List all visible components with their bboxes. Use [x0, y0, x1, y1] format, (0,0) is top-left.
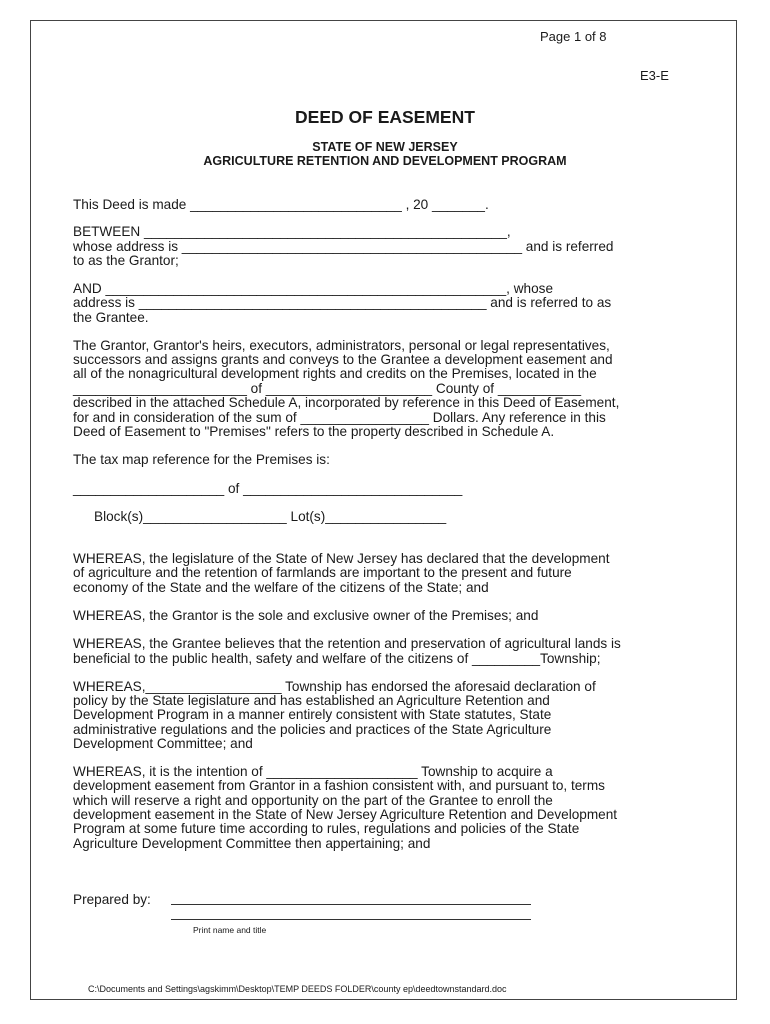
whereas-4-line-2: policy by the State legislature and has established an Agriculture Retention and: [73, 693, 550, 708]
document-title: DEED OF EASEMENT: [295, 107, 475, 127]
grant-line-1: The Grantor, Grantor's heirs, executors, administrators, personal or legal representatives,: [73, 338, 610, 353]
grant-line-2: successors and assigns grants and conveys to the Grantee a development easement and: [73, 352, 613, 367]
tax-map-heading: The tax map reference for the Premises is:: [73, 452, 330, 467]
whereas-1-line-3: economy of the State and the welfare of the citizens of the State; and: [73, 580, 489, 595]
grantor-line-3: to as the Grantor;: [73, 253, 179, 268]
whereas-5-line-5: Program at some future time according to rules, regulations and policies of the State: [73, 821, 580, 836]
print-name-caption: Print name and title: [193, 925, 267, 935]
whereas-2: WHEREAS, the Grantor is the sole and exclusive owner of the Premises; and: [73, 608, 539, 623]
whereas-4-line-1: WHEREAS,__________________ Township has endorsed the aforesaid declaration of: [73, 679, 596, 694]
prepared-by-label: Prepared by:: [73, 892, 151, 907]
grant-line-6: for and in consideration of the sum of _________________ Dollars. Any reference in this: [73, 410, 606, 425]
whereas-4-line-5: Development Committee; and: [73, 736, 253, 751]
page-number: Page 1 of 8: [540, 29, 607, 44]
whereas-5-line-4: development easement in the State of New Jersey Agriculture Retention and Development: [73, 807, 618, 822]
whereas-5-line-6: Agriculture Development Committee then appertaining; and: [73, 836, 431, 851]
grant-line-7: Deed of Easement to "Premises" refers to the property described in Schedule A.: [73, 424, 555, 439]
form-id: E3-E: [640, 68, 669, 83]
prepared-by-line-1: [171, 904, 531, 905]
tax-map-line: ____________________ of _____________________________: [73, 481, 463, 496]
block-lot-line: Block(s)___________________ Lot(s)________________: [94, 509, 447, 524]
whereas-3-line-1: WHEREAS, the Grantee believes that the retention and preservation of agricultural lands is: [73, 636, 621, 651]
grantor-line-1: BETWEEN ________________________________________________,: [73, 224, 511, 239]
subtitle-state: STATE OF NEW JERSEY: [312, 140, 458, 154]
whereas-1-line-1: WHEREAS, the legislature of the State of New Jersey has declared that the development: [73, 551, 610, 566]
whereas-5-line-2: development easement from Grantor in a fashion consistent with, and pursuant to, terms: [73, 778, 605, 793]
subtitle-program: AGRICULTURE RETENTION AND DEVELOPMENT PROGRAM: [203, 154, 567, 168]
grantee-line-1: AND _____________________________________________________, whose: [73, 281, 554, 296]
footer-file-path: C:\Documents and Settings\agskimm\Desktop\TEMP DEEDS FOLDER\county ep\deedtownstandard.doc: [88, 984, 507, 994]
whereas-3-line-2: beneficial to the public health, safety and welfare of the citizens of _________Township;: [73, 651, 601, 666]
grant-line-4: _______________________ of ______________________ County of ___________: [73, 381, 582, 396]
whereas-5-line-1: WHEREAS, it is the intention of ____________________ Township to acquire a: [73, 764, 553, 779]
prepared-by-line-2: [171, 919, 531, 920]
whereas-4-line-4: administrative regulations and the policies and practices of the State Agriculture: [73, 722, 552, 737]
whereas-5-line-3: which will reserve a right and opportunity on the part of the Grantee to enroll the: [73, 793, 553, 808]
grant-line-5: described in the attached Schedule A, incorporated by reference in this Deed of Easement,: [73, 395, 620, 410]
grant-line-3: all of the nonagricultural development rights and credits on the Premises, located in the: [73, 366, 597, 381]
deed-date-line: This Deed is made ____________________________ , 20 _______.: [73, 197, 489, 212]
grantor-line-2: whose address is _____________________________________________ and is referred: [73, 239, 614, 254]
grantee-line-2: address is ______________________________________________ and is referred to as: [73, 295, 612, 310]
grantee-line-3: the Grantee.: [73, 310, 149, 325]
whereas-1-line-2: of agriculture and the retention of farmlands are important to the present and future: [73, 565, 572, 580]
whereas-4-line-3: Development Program in a manner entirely consistent with State statutes, State: [73, 707, 552, 722]
